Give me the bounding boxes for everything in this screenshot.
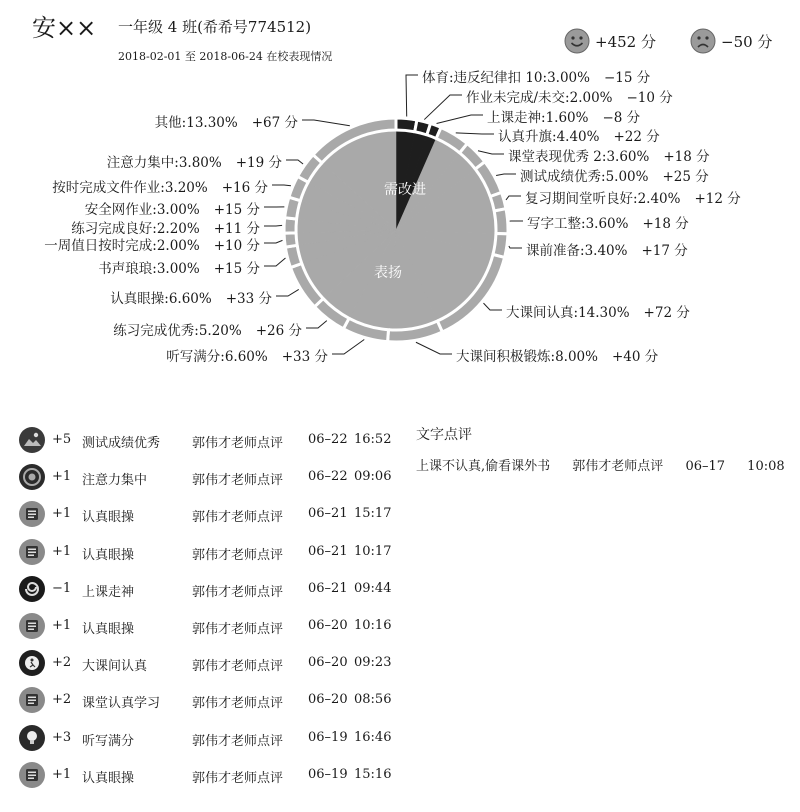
leader-line [264,240,282,243]
slice-label [525,187,741,207]
record-date: 06–20 [308,617,348,633]
slice-score: +18 分 [663,149,710,165]
record-teacher: 郭伟才老师点评 [192,473,284,489]
slice-name: 复习期间堂听良好: [525,191,638,207]
record-row[interactable] [16,610,396,647]
record-date: 06–22 [308,432,348,447]
slice-label [527,212,689,232]
slice-percent: 3.40% [584,243,628,259]
leader-line [496,174,516,175]
slice-label [98,257,260,277]
slice-percent: 5.20% [198,323,242,339]
runner-icon [18,649,46,677]
pie-ring-segment [284,233,297,247]
record-row[interactable] [16,536,396,573]
slice-label [110,287,272,307]
leader-line [416,342,452,354]
slice-percent: 3.00% [547,70,590,86]
slice-name: 认真眼操: [110,291,169,307]
slice-name: 练习完成良好: [71,221,157,237]
leader-line [264,258,285,266]
leader-line [478,151,504,154]
slice-name: 听写满分: [166,349,225,365]
slice-percent: 2.20% [156,221,200,237]
record-list [16,424,396,796]
record-teacher: 郭伟才老师点评 [192,547,284,563]
slice-label [85,198,260,218]
book-icon [18,538,46,566]
slice-label [113,319,302,339]
slice-score: +33 分 [225,291,272,307]
comment-item [416,455,785,474]
record-row[interactable] [16,461,396,498]
book-icon [18,686,46,714]
target-icon [18,463,46,491]
comment-time: 10:08 [747,459,785,474]
slice-score: +40 分 [611,349,659,365]
slice-score: +15 分 [213,261,260,277]
slice-name: 作业未完成/未交: [466,90,570,106]
record-points: +2 [52,692,72,708]
record-time: 09:44 [354,580,392,596]
slice-name: 一周值日按时完成: [44,238,157,254]
record-teacher: 郭伟才老师点评 [192,621,284,637]
slice-label [498,125,660,145]
record-title: 大课间认真 [82,659,148,675]
slice-score: +22 分 [613,129,660,145]
slice-name: 课前准备: [526,243,585,259]
slice-percent: 3.60% [585,216,629,232]
slice-score: −10 分 [626,90,673,106]
record-time: 09:06 [354,469,392,485]
record-date: 06–21 [308,543,348,559]
slice-label [456,345,658,365]
slice-percent: 3.00% [156,261,200,277]
slice-percent: 3.20% [164,180,208,196]
record-teacher: 郭伟才老师点评 [192,770,284,786]
slice-name: 其他: [154,115,187,131]
record-teacher: 郭伟才老师点评 [192,584,284,600]
center-label-negative: 需改进 [384,182,426,198]
slice-percent: 2.40% [637,191,681,207]
leader-line [406,75,418,117]
leader-line [272,185,291,186]
comment-text: 上课不认真,偷看课外书 [416,459,551,474]
leader-line [276,289,299,296]
record-row[interactable] [16,722,396,759]
record-points: +1 [52,543,72,559]
slice-name: 上课走神: [487,110,546,126]
slice-name: 认真升旗: [498,129,557,145]
slice-percent: 1.60% [545,110,589,126]
record-points: +3 [52,729,72,745]
slice-name: 按时完成文件作业: [52,180,165,196]
slice-label [466,86,673,106]
slice-label [107,151,282,171]
leader-line [456,133,494,134]
slice-score: +72 分 [643,305,690,321]
slice-percent: 2.00% [156,238,200,254]
record-points: −1 [52,580,72,596]
slice-label [44,234,260,254]
leader-line [437,115,483,123]
slice-label [422,66,650,86]
record-title: 认真眼操 [82,510,135,526]
slice-label [508,145,710,165]
record-title: 认真眼操 [82,621,135,637]
slice-percent: 4.40% [556,129,600,145]
slice-name: 安全网作业: [84,202,157,218]
slice-score: −8 分 [602,110,641,126]
record-points: +1 [52,766,72,782]
slice-label [506,301,690,321]
positive-total: +452 分 [595,32,656,51]
slice-percent: 5.00% [605,169,649,185]
book-icon [18,612,46,640]
record-title: 认真眼操 [82,547,135,563]
slice-score: −15 分 [603,70,651,86]
slice-name: 大课间积极锻炼: [456,349,556,365]
leader-line [509,246,522,248]
record-teacher: 郭伟才老师点评 [192,659,284,675]
leader-line [264,225,282,226]
record-time: 08:56 [354,692,392,708]
record-teacher: 郭伟才老师点评 [192,696,284,712]
leader-line [302,120,350,126]
slice-score: +17 分 [641,243,688,259]
record-date: 06–21 [308,506,348,522]
slice-label [52,176,268,196]
record-teacher: 郭伟才老师点评 [192,436,284,451]
record-time: 15:17 [354,506,392,522]
slice-label [166,345,328,365]
record-teacher: 郭伟才老师点评 [192,733,284,749]
slice-score: +67 分 [251,115,298,131]
class-info: 一年级 4 班(希希号774512) [118,18,312,36]
slice-score: +12 分 [694,191,741,207]
comment-teacher: 郭伟才老师点评 [572,459,664,474]
slice-label [520,165,709,185]
slice-score: +15 分 [213,202,260,218]
record-row[interactable] [16,424,396,461]
book-icon [18,761,46,789]
leader-line [506,196,521,200]
record-title: 测试成绩优秀 [82,436,161,451]
spiral-icon [18,575,46,603]
photo-badge-icon [18,426,46,454]
leader-line [286,160,303,164]
record-date: 06–21 [308,580,348,596]
negative-total: −50 分 [721,32,773,51]
slice-percent: 8.00% [555,349,598,365]
comment-title: 文字点评 [416,427,472,443]
slice-percent: 13.30% [186,115,238,131]
slice-name: 课堂表现优秀 2: [508,149,607,165]
slice-name: 测试成绩优秀: [520,169,606,185]
slice-name: 注意力集中: [106,155,179,171]
record-title: 上课走神 [82,584,135,600]
record-row[interactable] [16,759,396,796]
record-time: 16:46 [354,729,392,745]
center-label-positive: 表扬 [374,265,402,281]
leader-line [424,95,462,120]
student-name: 安×× [32,14,97,42]
leader-line [483,303,502,310]
slice-name: 体育:违反纪律扣 10: [422,70,548,86]
slice-score: +16 分 [221,180,268,196]
slice-label [487,106,640,126]
slice-score: +10 分 [213,238,260,254]
slice-percent: 3.00% [156,202,200,218]
record-date: 06–20 [308,692,348,708]
record-points: +1 [52,469,72,485]
record-teacher: 郭伟才老师点评 [192,510,284,526]
pie-ring-segment [494,209,508,234]
slice-percent: 6.60% [168,291,212,307]
record-date: 06–20 [308,655,348,671]
record-time: 10:16 [354,617,392,633]
record-row[interactable] [16,684,396,721]
slice-score: +25 分 [662,169,709,185]
slice-score: +18 分 [642,216,689,232]
slice-score: +26 分 [255,323,302,339]
date-range: 2018-02-01 至 2018-06-24 在校表现情况 [118,50,333,63]
record-points: +1 [52,617,72,633]
record-points: +1 [52,506,72,522]
record-time: 15:16 [354,766,392,782]
slice-name: 练习完成优秀: [113,323,199,339]
slice-name: 大课间认真: [506,305,579,321]
record-date: 06–19 [308,729,348,745]
record-date: 06–19 [308,766,348,782]
slice-label [526,239,688,259]
record-date: 06–22 [308,469,348,485]
leader-line [332,339,364,354]
slice-percent: 3.60% [606,149,650,165]
lightbulb-icon [18,724,46,752]
record-title: 听写满分 [82,733,135,749]
slice-label [155,111,298,131]
record-title: 认真眼操 [82,770,135,786]
comment-date: 06–17 [685,459,726,474]
slice-label [71,217,260,237]
record-row[interactable] [16,647,396,684]
slice-score: +11 分 [213,221,260,237]
record-time: 09:23 [354,655,392,671]
slice-percent: 2.00% [569,90,613,106]
record-title: 注意力集中 [82,473,148,489]
record-points: +5 [52,432,72,447]
record-points: +2 [52,655,72,671]
slice-percent: 3.80% [178,155,222,171]
slice-name: 书声琅琅: [98,261,157,277]
leader-line [306,321,327,328]
record-time: 16:52 [354,432,392,447]
record-row[interactable] [16,498,396,535]
slice-score: +19 分 [235,155,282,171]
book-icon [18,500,46,528]
record-row[interactable] [16,573,396,610]
slice-percent: 14.30% [578,305,630,321]
record-title: 课堂认真学习 [82,696,161,712]
record-time: 10:17 [354,543,392,559]
slice-name: 写字工整: [527,216,586,232]
slice-score: +33 分 [281,349,328,365]
slice-percent: 6.60% [224,349,268,365]
